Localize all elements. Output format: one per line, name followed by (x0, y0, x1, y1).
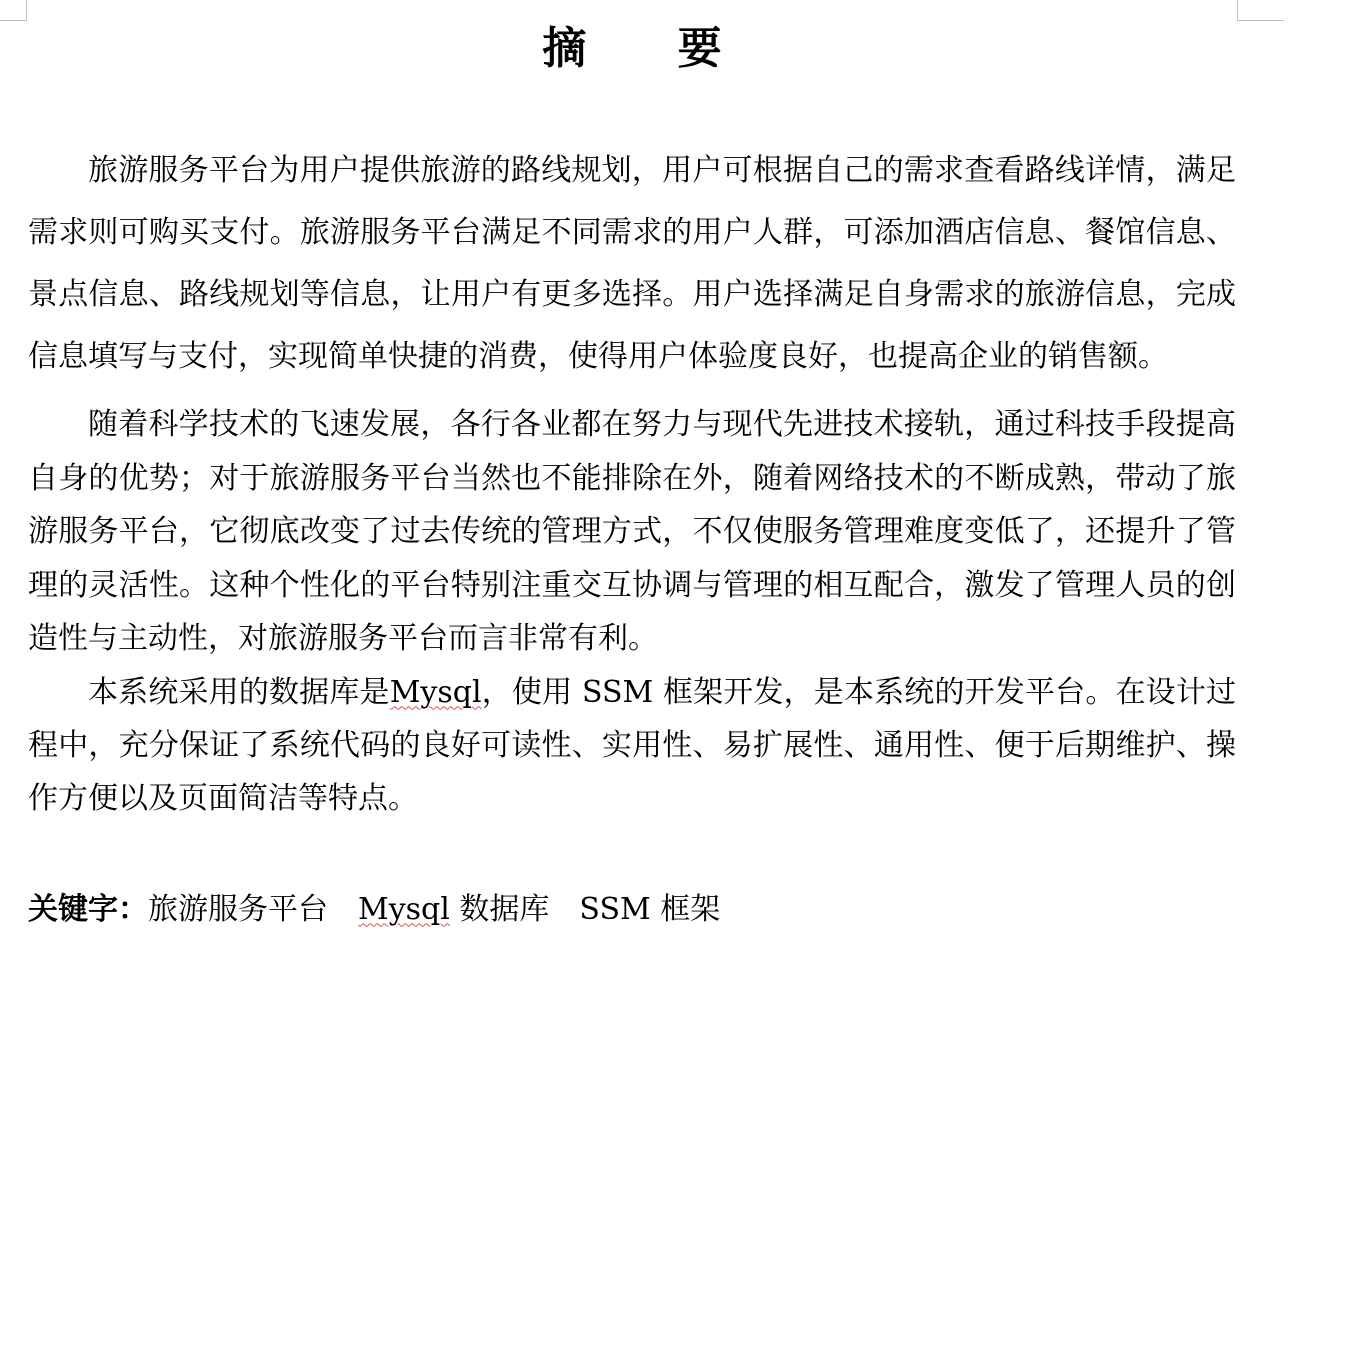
keyword-2-mysql: Mysql (358, 891, 450, 927)
document-page (28, 0, 1236, 935)
abstract-title: 摘 要 (542, 23, 760, 74)
keyword-1: 旅游服务平台 (148, 891, 328, 927)
keywords-label: 关键字： (28, 891, 148, 927)
abstract-paragraph-3 (28, 666, 1236, 825)
page-corner-mark-right (1237, 0, 1284, 21)
mysql-spellcheck-word: Mysql (389, 674, 482, 710)
paragraph-3-text-start: 本系统采用的数据库是 (88, 674, 390, 710)
abstract-paragraph-2: 随着科学技术的飞速发展，各行各业都在努力与现代先进技术接轨，通过科技手段提高自身的优势；对于旅游服务平台当然也不能排除在外，随着网络技术的不断成熟，带动了旅游服务平台，它彻底改变了过去传统的管理方式，不仅使服务管理难度变低了，还提升了管理的灵活性。这种个性化的平台特别注重交互协调与管理的相互配合，激发了管理人员的创造性与主动性，对旅游服务平台而言非常有利。 (28, 407, 1236, 656)
paragraph-3-text-end: ，使用 SSM 框架开发，是本系统的开发平台。在设计过程中，充分保证了系统代码的良好可读性、实用性、易扩展性、通用性、便于后期维护、操作方便以及页面简洁等特点。 (28, 674, 1237, 816)
keyword-3: SSM 框架 (579, 891, 721, 927)
keyword-2-rest: 数据库 (449, 891, 550, 927)
keywords-line (28, 885, 1236, 935)
abstract-paragraph-1: 旅游服务平台为用户提供旅游的路线规划，用户可根据自己的需求查看路线详情，满足需求则可购买支付。旅游服务平台满足不同需求的用户人群，可添加酒店信息、餐馆信息、景点信息、路线规划等信息，让用户有更多选择。用户选择满足自身需求的旅游信息，完成信息填写与支付，实现简单快捷的消费，使得用户体验度良好，也提高企业的销售额。 (28, 153, 1236, 374)
page-corner-mark-left (0, 0, 27, 21)
